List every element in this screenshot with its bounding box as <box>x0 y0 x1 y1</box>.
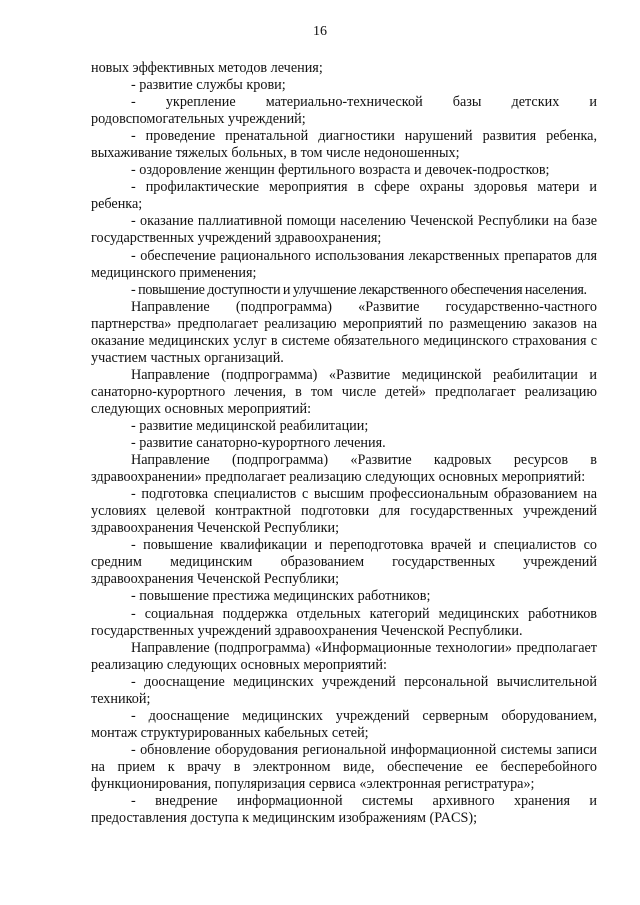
paragraph-8: - обеспечение рационального использования лекарственных препаратов для медицинского применения; <box>91 247 597 281</box>
paragraph-10: Направление (подпрограмма) «Развитие государственно-частного партнерства» предполагает реализацию мероприятий по размещению заказов на оказание медицинских услуг в системе обязательного медицинского страхования с участием частных организаций. <box>91 298 597 366</box>
paragraph-21: - дооснащение медицинских учреждений серверным оборудованием, монтаж структурированных кабельных сетей; <box>91 707 597 741</box>
paragraph-3: - укрепление материально-технической базы детских и родовспомогательных учреждений; <box>91 94 597 128</box>
paragraph-22: - обновление оборудования региональной информационной системы записи на прием к врачу в электронном виде, обеспечение ее бесперебойного функционирования, популяризация сервиса «электронная регистратура»; <box>91 741 597 792</box>
paragraph-18: - социальная поддержка отдельных категорий медицинских работников государственных учреждений здравоохранения Чеченской Республики. <box>91 605 597 639</box>
paragraph-20: - дооснащение медицинских учреждений персональной вычислительной техникой; <box>91 673 597 707</box>
paragraph-4: - проведение пренатальной диагностики нарушений развития ребенка, выхаживание тяжелых больных, в том числе недоношенных; <box>91 128 597 162</box>
paragraph-5: - оздоровление женщин фертильного возраста и девочек-подростков; <box>131 162 550 179</box>
paragraph-17: - повышение престижа медицинских работников; <box>131 588 431 605</box>
paragraph-6: - профилактические мероприятия в сфере охраны здоровья матери и ребенка; <box>91 179 597 213</box>
paragraph-14: Направление (подпрограмма) «Развитие кадровых ресурсов в здравоохранении» предполагает реализацию следующих основных мероприятий: <box>91 452 597 486</box>
paragraph-23: - внедрение информационной системы архивного хранения и предоставления доступа к медицинским изображениям (PACS); <box>91 793 597 827</box>
paragraph-13: - развитие санаторно-курортного лечения. <box>131 435 386 452</box>
paragraph-11: Направление (подпрограмма) «Развитие медицинской реабилитации и санаторно-курортного лечения, в том числе детей» предполагает реализацию следующих основных мероприятий: <box>91 366 597 417</box>
paragraph-16: - повышение квалификации и переподготовка врачей и специалистов со средним медицинским образованием государственных учреждений здравоохранения Чеченской Республики; <box>91 537 597 588</box>
paragraph-19: Направление (подпрограмма) «Информационные технологии» предполагает реализацию следующих основных мероприятий: <box>91 639 597 673</box>
paragraph-2: - развитие службы крови; <box>131 77 286 94</box>
paragraph-9: - повышение доступности и улучшение лекарственного обеспечения населения. <box>131 281 587 298</box>
paragraph-1: новых эффективных методов лечения; <box>91 60 323 76</box>
document-body <box>91 60 597 827</box>
paragraph-15: - подготовка специалистов с высшим профессиональным образованием на условиях целевой контрактной подготовки для государственных учреждений здравоохранения Чеченской Республики; <box>91 486 597 537</box>
page-number: 16 <box>313 24 327 39</box>
paragraph-12: - развитие медицинской реабилитации; <box>131 417 369 434</box>
paragraph-7: - оказание паллиативной помощи населению Чеченской Республики на базе государственных учреждений здравоохранения; <box>91 213 597 247</box>
